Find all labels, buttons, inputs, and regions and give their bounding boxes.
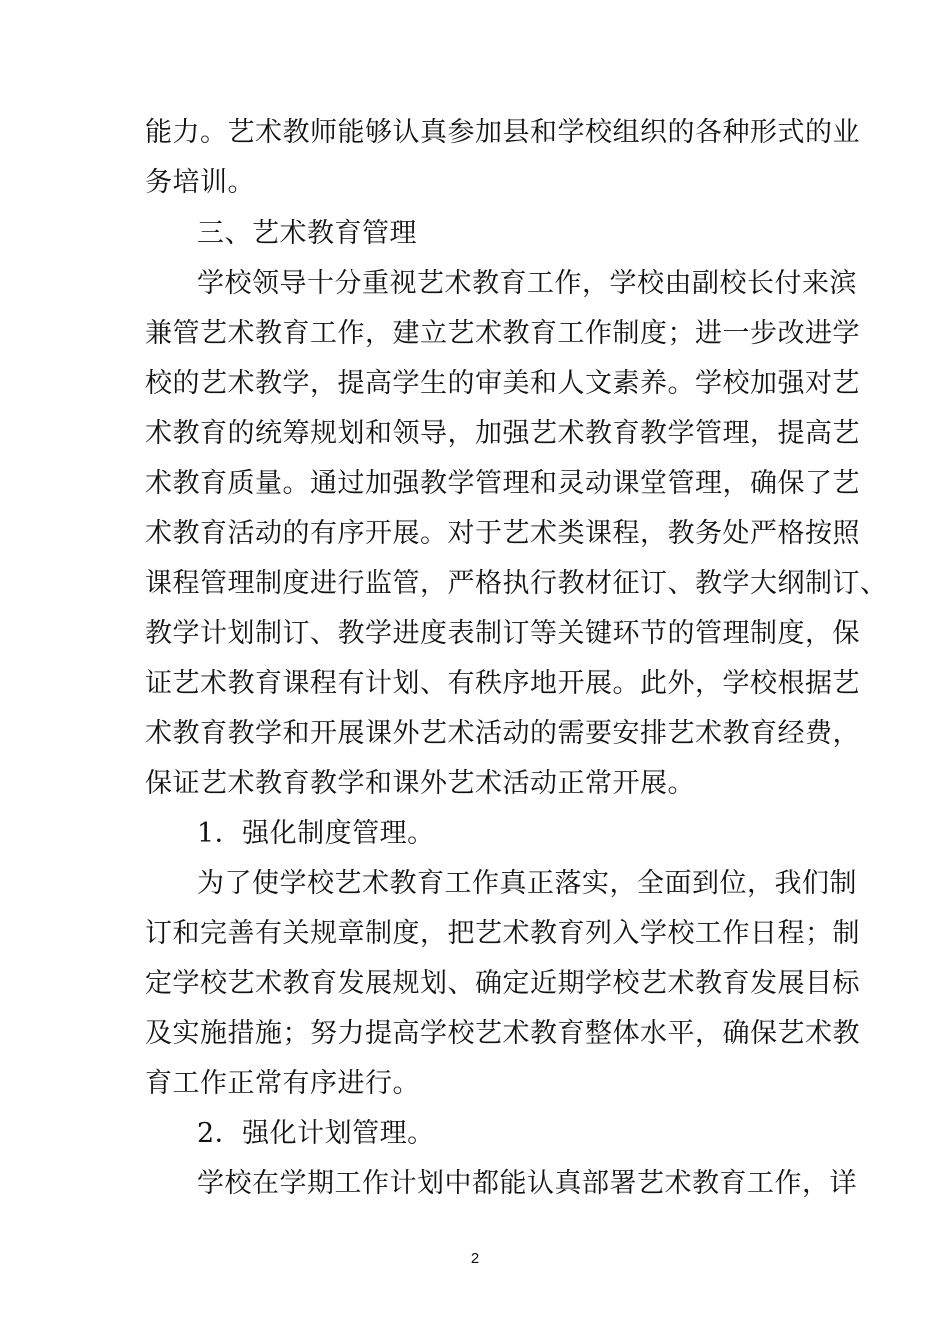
body-text-line: 校的艺术教学，提高学生的审美和人文素养。学校加强对艺 — [145, 368, 860, 399]
subsection-heading: 1．强化制度管理。 — [197, 818, 435, 849]
subsection-heading: 2．强化计划管理。 — [197, 1118, 435, 1149]
body-text-line: 为了使学校艺术教育工作真正落实，全面到位，我们制 — [197, 868, 857, 899]
body-text-line: 育工作正常有序进行。 — [145, 1068, 420, 1099]
body-text-line: 术教育的统筹规划和领导，加强艺术教育教学管理，提高艺 — [145, 418, 860, 449]
body-text-line: 保证艺术教育教学和课外艺术活动正常开展。 — [145, 768, 695, 799]
body-text-line: 证艺术教育课程有计划、有秩序地开展。此外，学校根据艺 — [145, 668, 860, 699]
page-number: 2 — [470, 1250, 480, 1267]
body-text-line: 术教育教学和开展课外艺术活动的需要安排艺术教育经费， — [145, 718, 860, 749]
body-text-line: 订和完善有关规章制度，把艺术教育列入学校工作日程；制 — [145, 918, 860, 949]
body-text-line: 学校在学期工作计划中都能认真部署艺术教育工作，详 — [197, 1168, 857, 1199]
body-text-line: 教学计划制订、教学进度表制订等关键环节的管理制度，保 — [145, 618, 860, 649]
body-text-line: 务培训。 — [145, 167, 255, 198]
body-text-line: 术教育质量。通过加强教学管理和灵动课堂管理，确保了艺 — [145, 468, 860, 499]
body-text-line: 术教育活动的有序开展。对于艺术类课程，教务处严格按照 — [145, 518, 860, 549]
body-text-line: 定学校艺术教育发展规划、确定近期学校艺术教育发展目标 — [145, 968, 860, 999]
body-text-line: 学校领导十分重视艺术教育工作，学校由副校长付来滨 — [197, 268, 857, 299]
body-text-line: 及实施措施；努力提高学校艺术教育整体水平，确保艺术教 — [145, 1018, 860, 1049]
section-heading: 三、艺术教育管理 — [197, 218, 417, 249]
body-text-line: 兼管艺术教育工作，建立艺术教育工作制度；进一步改进学 — [145, 318, 860, 349]
body-text-line: 能力。艺术教师能够认真参加县和学校组织的各种形式的业 — [145, 117, 860, 148]
body-text-line: 课程管理制度进行监管，严格执行教材征订、教学大纲制订、 — [145, 568, 888, 599]
